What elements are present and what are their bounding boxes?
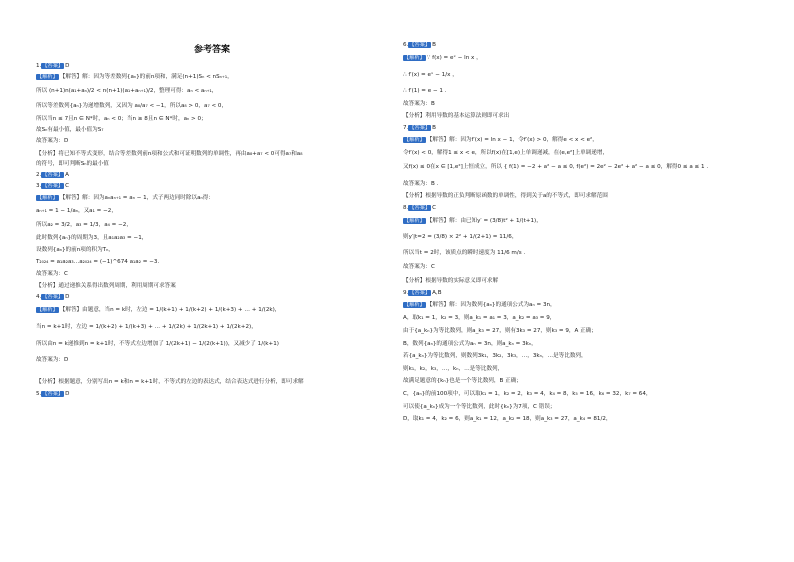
line-content: 的符号，即可判断Sₙ的最小值 bbox=[36, 161, 109, 167]
left-lines-text-line bbox=[36, 379, 304, 386]
right-lines-text-line bbox=[403, 218, 542, 225]
right-lines-text-line bbox=[403, 416, 612, 423]
line-content: 则k₁，k₂，k₃，…，kₙ，…是等比数列， bbox=[403, 366, 504, 372]
line-content: 所以由n = k递推到n = k+1时，不等式左边增加了 1/(2k+1) − 1/(2(k+1))，又减少了 1/(k+1) bbox=[36, 341, 279, 347]
line-content: 可以使{a_kₙ}成为一个等比数列，此时{kₙ}为7项，C 错误； bbox=[403, 404, 556, 410]
line-content: 所以 (n+1)n(a₁+aₙ)/2 < n(n+1)(a₁+aₙ₊₁)/2，整理可得：aₙ < aₙ₊₁， bbox=[36, 88, 218, 94]
line-content: 故答案为：D bbox=[36, 138, 69, 144]
section-tag-badge: 【解析】 bbox=[37, 307, 58, 313]
line-content: T₂₀₂₄ = a₁a₂a₃…a₂₀₂₄ = (−1)^674 a₁a₂ = −3. bbox=[36, 259, 160, 265]
line-content: A,B bbox=[432, 290, 442, 296]
line-content: 【解答】解：因为aₙaₙ₊₁ = aₙ − 1，式子两边同时除以aₙ得： bbox=[59, 195, 214, 201]
line-content: 【解答】解：由已知y′ = (3/8)t² + 1/(t+1)， bbox=[426, 218, 542, 224]
right-lines-text-line bbox=[403, 125, 436, 132]
left-lines-text-line bbox=[36, 247, 114, 254]
section-tag-badge: 【答案】 bbox=[42, 294, 64, 300]
right-lines-text-line bbox=[403, 264, 435, 271]
line-content: 此时数列{aₙ}的周期为3，且a₁a₂a₃ = −1， bbox=[36, 235, 148, 241]
line-content: 所以当n ≤ 7且n ∈ N*时，aₙ < 0；当n ≥ 8且n ∈ N*时，aₙ > 0； bbox=[36, 116, 207, 122]
question-number: 4. bbox=[36, 294, 42, 300]
section-tag-badge: 【答案】 bbox=[409, 125, 431, 131]
line-content: D bbox=[65, 63, 70, 69]
left-lines-text-line bbox=[36, 307, 280, 314]
left-lines-text-line bbox=[36, 391, 69, 398]
line-content: 故答案为：D bbox=[36, 357, 69, 363]
right-lines-text-line bbox=[403, 55, 482, 62]
line-content: 若{a_kₙ}为等比数列，则数列3k₁，3k₂，3k₃，…，3kₙ，…是等比数列， bbox=[403, 353, 587, 359]
line-content: B bbox=[432, 125, 436, 131]
line-content: 所以当t = 2时，该质点的瞬时速度为 11/6 m/s . bbox=[403, 250, 526, 256]
line-content: A，取k₁ = 1，k₂ = 3，则a_k₁ = a₁ = 3，a_k₂ = a₃ = 9， bbox=[403, 315, 556, 321]
left-lines-text-line bbox=[36, 283, 176, 290]
line-content: 【分析】通过递推关系得出数列周期，利用周期可求答案 bbox=[36, 283, 176, 289]
section-tag-badge: 【解析】 bbox=[404, 55, 425, 61]
left-lines-text-line bbox=[36, 63, 69, 70]
left-lines-text-line bbox=[36, 271, 68, 278]
left-lines-text-line bbox=[36, 88, 217, 95]
section-tag-badge: 【答案】 bbox=[42, 391, 64, 397]
line-content: 【分析】根据题意，分别写出n = k和n = k+1时，不等式的左边的表达式，结合表达式进行分析，即可求解 bbox=[36, 379, 304, 385]
section-tag-badge: 【解析】 bbox=[404, 137, 425, 143]
left-lines-text-line bbox=[36, 127, 104, 134]
left-lines-text-line bbox=[36, 103, 227, 110]
line-content: 又f(x) ≤ 0在x ∈ [1,e²]上恒成立，所以 { f(1) = −2 + a² − a ≤ 0, f(e²) = 2e² − 2e² + a² − a ≤ 0，解得0 ≤ a ≤ 1 . bbox=[403, 164, 709, 170]
right-lines-text-line bbox=[403, 72, 458, 79]
question-number: 7. bbox=[403, 125, 409, 131]
left-lines-text-line bbox=[36, 116, 207, 123]
right-lines-text-line bbox=[403, 391, 652, 398]
right-lines-text-line bbox=[403, 234, 517, 241]
section-tag-badge: 【答案】 bbox=[42, 183, 64, 189]
line-content: 【解答】解：因为数列{aₙ}的通项公式为aₙ = 3n， bbox=[426, 302, 556, 308]
line-content: 【分析】根据导数的实际意义即可求解 bbox=[403, 278, 499, 284]
section-tag-badge: 【答案】 bbox=[409, 205, 431, 211]
section-tag-badge: 【答案】 bbox=[42, 172, 64, 178]
left-lines-text-line bbox=[36, 208, 117, 215]
left-lines-text-line bbox=[36, 294, 69, 301]
line-content: B，数列{aₙ}的通项公式为aₙ = 3n，则a_kₙ = 3kₙ， bbox=[403, 341, 537, 347]
left-lines-text-line bbox=[36, 151, 302, 158]
line-content: 当n = k+1时，左边 = 1/(k+2) + 1/(k+3) + … + 1/(2k) + 1/(2k+1) + 1/(2k+2)， bbox=[36, 324, 257, 330]
line-content: D bbox=[65, 294, 70, 300]
right-lines-text-line bbox=[403, 137, 598, 144]
right-lines-text-line bbox=[403, 250, 525, 257]
line-content: 则y′|t=2 = (3/8) × 2² + 1/(2+1) = 11/6， bbox=[403, 234, 518, 240]
question-number: 3. bbox=[36, 183, 42, 189]
line-content: C bbox=[432, 205, 437, 211]
question-number: 6. bbox=[403, 42, 409, 48]
right-lines-text-line bbox=[403, 181, 438, 188]
line-content: 故答案为：B bbox=[403, 101, 435, 107]
left-lines-text-line bbox=[36, 172, 69, 179]
right-lines-text-line bbox=[403, 290, 442, 297]
line-content: 【分析】利用导数的基本运算法则即可求出 bbox=[403, 113, 510, 119]
right-lines-text-line bbox=[403, 353, 587, 360]
right-lines-text-line bbox=[403, 366, 503, 373]
line-content: 故答案为：C bbox=[36, 271, 68, 277]
line-content: 设数列{aₙ}的前n项的积为Tₙ， bbox=[36, 247, 114, 253]
section-tag-badge: 【解析】 bbox=[37, 195, 58, 201]
line-content: 故Sₙ有最小值，最小值为S₇ bbox=[36, 127, 104, 133]
right-lines-text-line bbox=[403, 205, 436, 212]
line-content: 所以等差数列{aₙ}为递增数列，又因为 a₈/a₇ < −1，所以a₈ > 0，a₇ < 0， bbox=[36, 103, 228, 109]
right-lines-text-line bbox=[403, 404, 556, 411]
right-lines-text-line bbox=[403, 328, 597, 335]
line-content: 故答案为：B . bbox=[403, 181, 439, 187]
line-content: 【分析】根据导数的正负判断原函数的单调性，得到关于a的不等式，即可求解范围 bbox=[403, 193, 608, 199]
right-lines-text-line bbox=[403, 88, 447, 95]
section-tag-badge: 【解析】 bbox=[404, 218, 425, 224]
section-tag-badge: 【解析】 bbox=[37, 74, 58, 80]
line-content: 令f′(x) < 0，解得1 ≤ x < e，所以f(x)在[1,e)上单调递减，在(e,e²]上单调递增， bbox=[403, 150, 609, 156]
section-tag-badge: 【答案】 bbox=[409, 42, 431, 48]
left-lines-text-line bbox=[36, 183, 69, 190]
line-content: 由于{a_kₙ}为等比数列，则a_k₃ = 27，则有3k₃ = 27，则k₃ = 9，A 正确； bbox=[403, 328, 597, 334]
left-lines-text-line bbox=[36, 222, 132, 229]
right-lines-text-line bbox=[403, 378, 522, 385]
line-content: ∴ f′(1) = e − 1 . bbox=[403, 88, 447, 94]
right-lines-text-line bbox=[403, 341, 537, 348]
line-content: 故满足题意的{kₙ}也是一个等比数列，B 正确； bbox=[403, 378, 522, 384]
line-content: D，取k₁ = 4，k₂ = 6，则a_k₁ = 12，a_k₂ = 18，则a_k₃ = 27，a_k₄ = 81/2， bbox=[403, 416, 612, 422]
left-lines-text-line bbox=[36, 74, 233, 81]
section-tag-badge: 【解析】 bbox=[404, 302, 425, 308]
line-content: 【解答】解：因为等差数列{aₙ}的前n项和，满足(n+1)Sₙ < nSₙ₊₁， bbox=[59, 74, 233, 80]
line-content: 【分析】将已知不等式变形，结合等差数列前n项和公式和可证明数列的单调性，再由a₈+a₇ < 0可得a₇和a₈ bbox=[36, 151, 303, 157]
question-number: 2. bbox=[36, 172, 42, 178]
right-lines-text-line bbox=[403, 302, 556, 309]
page-title: 参考答案 bbox=[193, 45, 230, 55]
line-content: aₙ₊₁ = 1 − 1/aₙ，又a₁ = −2， bbox=[36, 208, 117, 214]
line-content: C bbox=[65, 183, 70, 189]
line-content: ∵ f(x) = eˣ − ln x ， bbox=[426, 55, 482, 61]
line-content: D bbox=[65, 391, 70, 397]
right-lines-text-line bbox=[403, 193, 608, 200]
line-content: 所以a₂ = 3/2，a₃ = 1/3，a₄ = −2， bbox=[36, 222, 132, 228]
line-content: C，{aₙ}的前100项中，可以取k₁ = 1，k₂ = 2，k₃ = 4，k₄ = 8，k₅ = 16，k₆ = 32，k₇ = 64， bbox=[403, 391, 652, 397]
left-lines-text-line bbox=[36, 324, 257, 331]
left-lines-text-line bbox=[36, 357, 68, 364]
right-lines-text-line bbox=[403, 315, 555, 322]
right-lines-text-line bbox=[403, 113, 509, 120]
line-content: B bbox=[432, 42, 436, 48]
left-lines-text-line bbox=[36, 259, 159, 266]
line-content: ∴ f′(x) = eˣ − 1/x ， bbox=[403, 72, 458, 78]
question-number: 9. bbox=[403, 290, 409, 296]
line-content: A bbox=[65, 172, 69, 178]
question-number: 1. bbox=[36, 63, 42, 69]
left-lines-text-line bbox=[36, 161, 109, 168]
line-content: 故答案为：C bbox=[403, 264, 435, 270]
left-lines-text-line bbox=[36, 341, 279, 348]
section-tag-badge: 【答案】 bbox=[409, 290, 431, 296]
question-number: 8. bbox=[403, 205, 409, 211]
right-lines-text-line bbox=[403, 164, 708, 171]
left-lines-text-line bbox=[36, 195, 214, 202]
right-lines-text-line bbox=[403, 101, 435, 108]
line-content: 【解答】解：因为f′(x) = ln x − 1，令f′(x) > 0，解得e < x < e²， bbox=[426, 137, 598, 143]
right-lines-text-line bbox=[403, 42, 436, 49]
line-content: 【解答】由题意，当n = k时，左边 = 1/(k+1) + 1/(k+2) + 1/(k+3) + … + 1/(2k)， bbox=[59, 307, 281, 313]
section-tag-badge: 【答案】 bbox=[42, 63, 64, 69]
question-number: 5. bbox=[36, 391, 42, 397]
left-lines-text-line bbox=[36, 235, 147, 242]
left-lines-text-line bbox=[36, 138, 68, 145]
right-lines-text-line bbox=[403, 278, 498, 285]
right-lines-text-line bbox=[403, 150, 608, 157]
